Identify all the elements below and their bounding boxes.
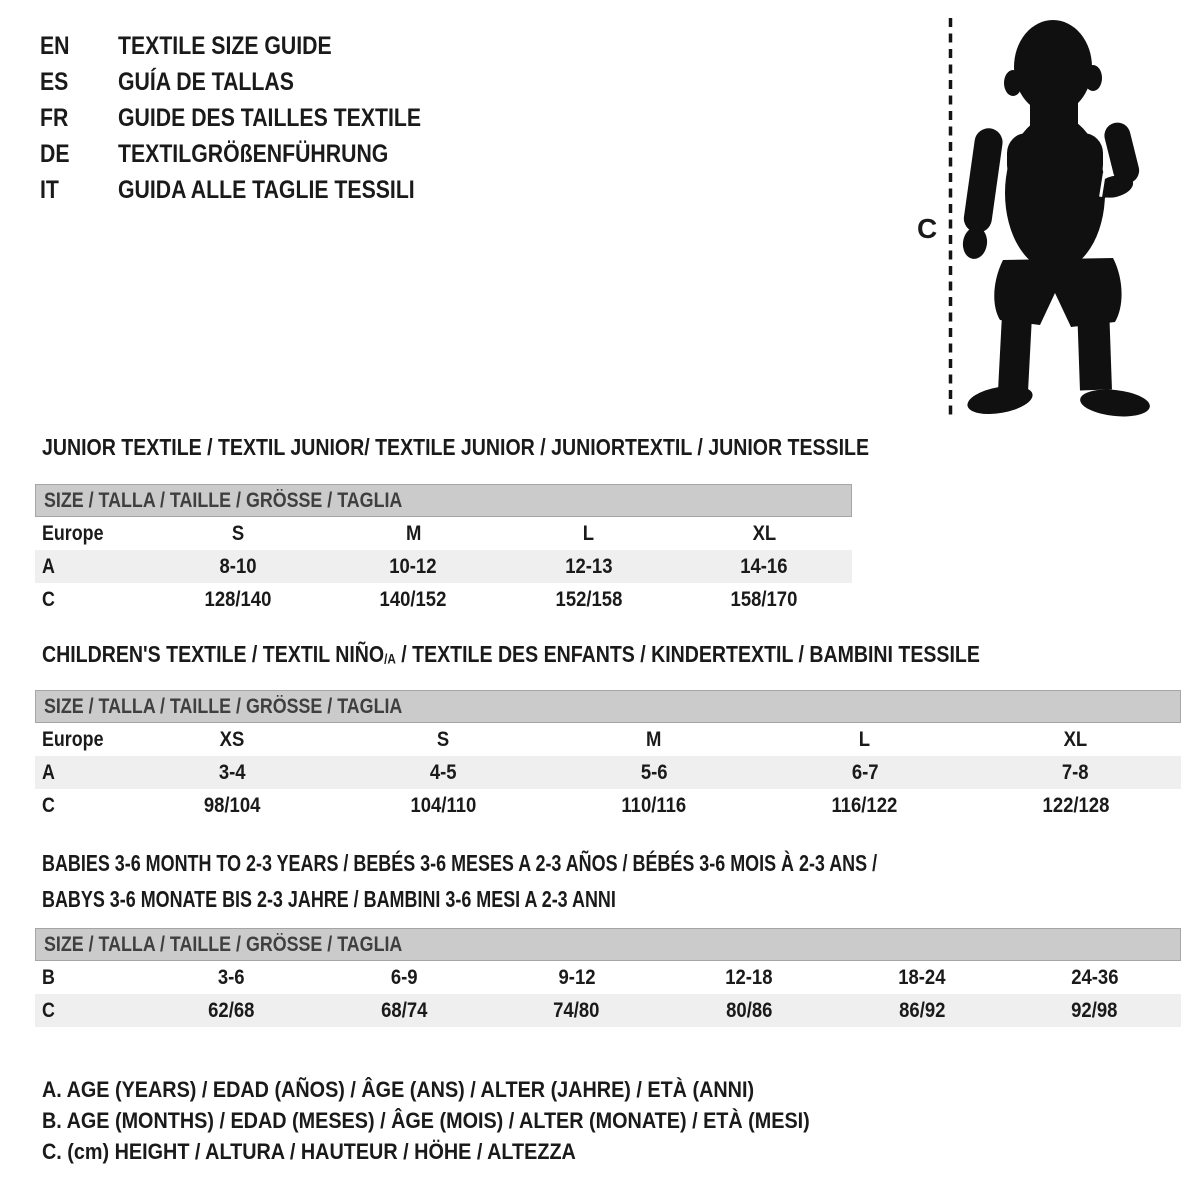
legend-line-a: A. AGE (YEARS) / EDAD (AÑOS) / ÂGE (ANS) / ALTER (JAHRE) / ETÀ (ANNI) <box>42 1077 755 1102</box>
size-header-bar: SIZE / TALLA / TAILLE / GRÖSSE / TAGLIA <box>35 928 1181 961</box>
legend-line-b: B. AGE (MONTHS) / EDAD (MESES) / ÂGE (MOIS) / ALTER (MONATE) / ETÀ (MESI) <box>42 1108 810 1133</box>
language-code: EN <box>40 31 70 60</box>
junior-size-table <box>35 484 852 616</box>
size-cell: M <box>405 521 421 545</box>
row-label: A <box>42 554 55 578</box>
language-code: FR <box>40 103 69 132</box>
row-label: B <box>42 965 55 989</box>
size-cell: 9-12 <box>558 965 596 989</box>
size-cell: M <box>646 727 662 751</box>
measurement-legend <box>42 1074 895 1167</box>
row-label: Europe <box>42 727 104 751</box>
size-cell: 12-13 <box>565 554 613 578</box>
size-cell: 12-18 <box>725 965 773 989</box>
language-label: TEXTILE SIZE GUIDE <box>118 31 332 60</box>
language-label: GUÍA DE TALLAS <box>118 67 294 96</box>
size-cell: 110/116 <box>621 793 687 817</box>
figure <box>935 15 1160 425</box>
nino-a-subscript: /A <box>384 651 396 667</box>
section-title-junior: JUNIOR TEXTILE / TEXTIL JUNIOR/ TEXTILE JUNIOR / JUNIORTEXTIL / JUNIOR TESSILE <box>42 434 870 460</box>
size-cell: S <box>437 727 450 751</box>
size-cell: 92/98 <box>1071 998 1118 1022</box>
size-cell: XL <box>752 521 777 545</box>
children-size-table <box>35 690 1181 822</box>
language-code: DE <box>40 139 70 168</box>
language-label: GUIDE DES TAILLES TEXTILE <box>118 103 422 132</box>
size-cell: 128/140 <box>204 587 272 611</box>
size-cell: 80/86 <box>726 998 773 1022</box>
size-cell: 158/170 <box>730 587 798 611</box>
size-cell: 140/152 <box>379 587 447 611</box>
table-row-c <box>35 789 1181 822</box>
figure-measure-label: C <box>917 213 938 244</box>
size-cell: 3-6 <box>217 965 245 989</box>
size-cell: 104/110 <box>410 793 477 817</box>
language-row-fr <box>40 100 475 136</box>
size-cell: 86/92 <box>898 998 946 1022</box>
size-header-bar: SIZE / TALLA / TAILLE / GRÖSSE / TAGLIA <box>35 484 852 517</box>
table-row-europe <box>35 723 1181 756</box>
legend-line-c: C. (cm) HEIGHT / ALTURA / HAUTEUR / HÖHE / ALTEZZA <box>42 1139 576 1164</box>
section-title-children: CHILDREN'S TEXTILE / TEXTIL $NIÑO_{/A}$ / TEXTILE DES ENFANTS / KINDERTEXTIL / BAMBINI TESSILE <box>42 641 980 667</box>
language-row-de <box>40 136 475 172</box>
size-cell: 122/128 <box>1042 793 1109 817</box>
size-cell: XL <box>1063 727 1088 751</box>
language-title-list <box>40 28 475 208</box>
size-cell: 14-16 <box>740 554 788 578</box>
language-code: IT <box>40 175 59 204</box>
size-cell: 62/68 <box>208 998 255 1022</box>
language-code: ES <box>40 67 69 96</box>
size-cell: 8-10 <box>219 554 257 578</box>
language-label: GUIDA ALLE TAGLIE TESSILI <box>118 175 415 204</box>
size-cell: 3-4 <box>219 760 246 784</box>
size-header-bar: SIZE / TALLA / TAILLE / GRÖSSE / TAGLIA <box>35 690 1181 723</box>
language-label: TEXTILGRÖßENFÜHRUNG <box>118 139 389 168</box>
language-row-es <box>40 64 475 100</box>
row-label: A <box>42 760 55 784</box>
language-row-en <box>40 28 475 64</box>
size-cell: 10-12 <box>389 554 437 578</box>
row-label: C <box>42 793 55 817</box>
table-row-a <box>35 756 1181 789</box>
table-row-europe <box>35 517 852 550</box>
size-cell: 98/104 <box>204 793 261 817</box>
language-row-it <box>40 172 475 208</box>
size-cell: XS <box>220 727 245 751</box>
size-cell: L <box>583 521 595 545</box>
size-cell: 74/80 <box>553 998 600 1022</box>
size-cell: S <box>231 521 244 545</box>
size-cell: 6-9 <box>390 965 418 989</box>
size-cell: 18-24 <box>898 965 946 989</box>
size-cell: 7-8 <box>1062 760 1089 784</box>
size-cell: 116/122 <box>831 793 898 817</box>
size-cell: 5-6 <box>640 760 668 784</box>
toddler-silhouette <box>935 15 1160 425</box>
row-label: C <box>42 587 55 611</box>
table-row-c <box>35 583 852 616</box>
babies-size-table <box>35 928 1181 1027</box>
table-row-b <box>35 961 1181 994</box>
section-title-babies: BABIES 3-6 MONTH TO 2-3 YEARS / BEBÉS 3-6 MESES A 2-3 AÑOS / BÉBÉS 3-6 MOIS À 2-3 ANS / BABYS 3-6 MONATE BIS 2-3 JAHRE / BAMBINI 3-6 MESI A 2-3 ANNI <box>42 850 878 912</box>
row-label: Europe <box>42 521 104 545</box>
size-cell: 24-36 <box>1071 965 1119 989</box>
table-row-a <box>35 550 852 583</box>
table-row-c <box>35 994 1181 1027</box>
size-cell: 6-7 <box>851 760 879 784</box>
size-cell: 152/158 <box>555 587 623 611</box>
size-cell: 68/74 <box>380 998 428 1022</box>
size-cell: L <box>859 727 871 751</box>
size-cell: 4-5 <box>429 760 457 784</box>
row-label: C <box>42 998 55 1022</box>
